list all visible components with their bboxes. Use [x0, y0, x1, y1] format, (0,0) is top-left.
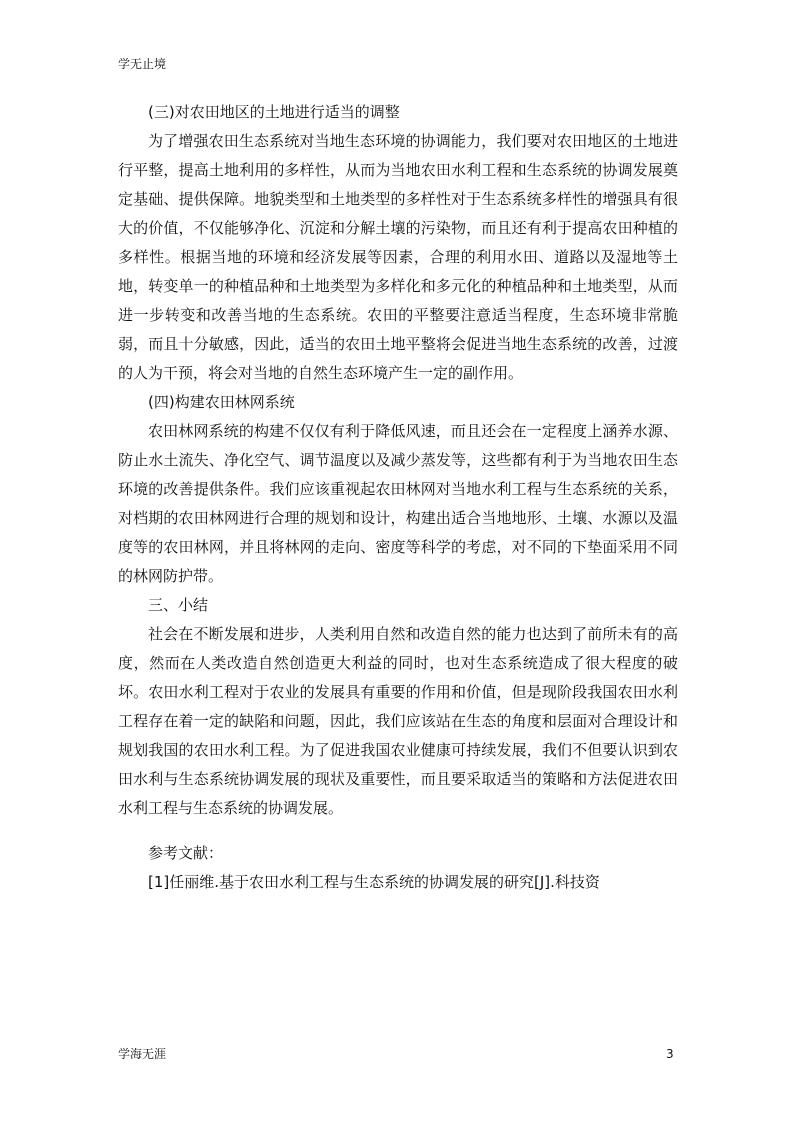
- body-paragraph: 为了增强农田生态系统对当地生态环境的协调能力，我们要对农田地区的土地进行平整，提高土地利用的多样性，从而为当地农田水利工程和生态系统的协调发展奠定基础、提供保障。地貌类型和土地类型的多样性对于生态系统多样性的增强具有很大的价值，不仅能够净化、沉淀和分解土壤的污染物，而且还有利于提高农田种植的多样性。根据当地的环境和经济发展等因素，合理的利用水田、道路以及湿地等土地，转变单一的种植品种和土地类型为多样化和多元化的种植品种和土地类型，从而进一步转变和改善当地的生态系统。农田的平整要注意适当程度，生态环境非常脆弱，而且十分敏感，因此，适当的农田土地平整将会促进当地生态系统的改善，过渡的人为干预，将会对当地的自然生态环境产生一定的副作用。: [118, 132, 678, 382]
- section-heading-4: (四)构建农田林网系统: [148, 393, 295, 411]
- page-header: 学无止境: [118, 57, 167, 71]
- summary-heading: 三、小结: [148, 596, 209, 614]
- page-number: 3: [666, 1047, 674, 1061]
- references-heading: 参考文献：: [148, 844, 224, 862]
- body-paragraph: 农田林网系统的构建不仅仅有利于降低风速，而且还会在一定程度上涵养水源、防止水土流失、净化空气、调节温度以及减少蒸发等，这些都有利于为当地农田生态环境的改善提供条件。我们应该重视起农田林网对当地水利工程与生态系统的关系，对档期的农田林网进行合理的规划和设计，构建出适合当地地形、土壤、水源以及温度等的农田林网，并且将林网的走向、密度等科学的考虑，对不同的下垫面采用不同的林网防护带。: [118, 422, 678, 585]
- reference-item: [1]任丽维.基于农田水利工程与生态系统的协调发展的研究[J].科技资: [148, 873, 600, 891]
- body-paragraph: 社会在不断发展和进步，人类利用自然和改造自然的能力也达到了前所未有的高度，然而在人类改造自然创造更大利益的同时，也对生态系统造成了很大程度的破坏。农田水利工程对于农业的发展具有重要的作用和价值，但是现阶段我国农田水利工程存在着一定的缺陷和问题，因此，我们应该站在生态的角度和层面对合理设计和规划我国的农田水利工程。为了促进我国农业健康可持续发展，我们不但要认识到农田水利与生态系统协调发展的现状及重要性，而且要采取适当的策略和方法促进农田水利工程与生态系统的协调发展。: [118, 625, 678, 817]
- page-footer-text: 学海无涯: [118, 1047, 167, 1061]
- document-body: [118, 98, 678, 897]
- section-heading-3: (三)对农田地区的土地进行适当的调整: [148, 103, 400, 121]
